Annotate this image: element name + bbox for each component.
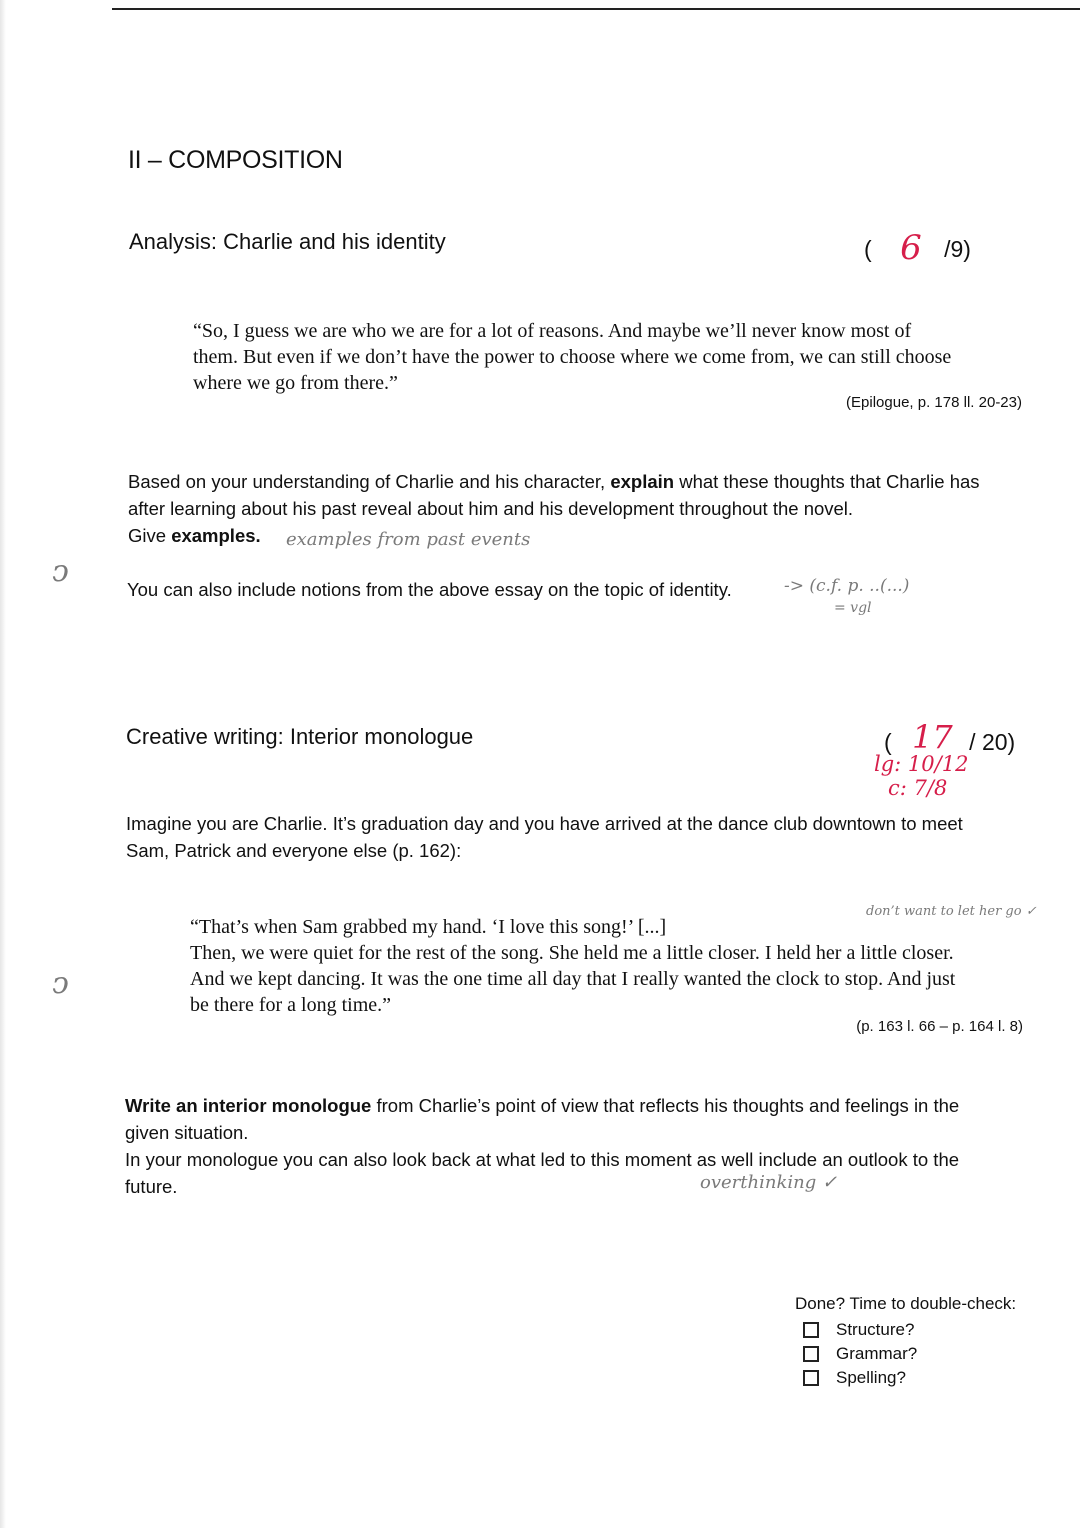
creative-quote xyxy=(190,914,1040,1018)
analysis-prompt-line-2: after learning about his past reveal about him and his development throughout the novel. xyxy=(128,498,854,519)
double-check-list xyxy=(795,1294,1016,1390)
analysis-quote-line: “So, I guess we are who we are for a lot of reasons. And maybe we’ll never know most of xyxy=(193,320,912,342)
checklist-title: Done? Time to double-check: xyxy=(795,1294,1017,1313)
analysis-score xyxy=(864,226,971,266)
analysis-quote xyxy=(193,318,1033,396)
checklist-item-label: Grammar? xyxy=(836,1344,918,1363)
section-title: II – COMPOSITION xyxy=(128,146,343,174)
analysis-title: Analysis: Charlie and his identity xyxy=(129,229,446,254)
creative-score-max: / 20) xyxy=(969,729,1016,755)
give-examples-line: Give examples. xyxy=(128,525,261,546)
explain-keyword: explain xyxy=(610,471,675,492)
page-edge-shadow xyxy=(0,0,6,1528)
creative-intro-line-2: Sam, Patrick and everyone else (p. 162): xyxy=(126,840,462,861)
analysis-prompt-line-1: Based on your understanding of Charlie and his character, explain what these thoughts that Charlie has xyxy=(128,471,980,492)
analysis-quote-line: where we go from there.” xyxy=(193,372,398,394)
analysis-score-awarded: 6 xyxy=(900,228,922,268)
analysis-quote-line: them. But even if we don’t have the power to choose where we come from, we can still choose xyxy=(193,346,952,368)
creative-quote-line: Then, we were quiet for the rest of the song. She held me a little closer. I held her a little closer. xyxy=(190,942,954,964)
annotation-examples: examples from past events xyxy=(286,529,531,550)
checklist-item-grammar[interactable] xyxy=(803,1342,1016,1366)
margin-mark: ↄ xyxy=(52,554,69,589)
creative-score-awarded: 17 xyxy=(912,718,953,756)
creative-title: Creative writing: Interior monologue xyxy=(126,724,474,749)
checklist-item-spelling[interactable] xyxy=(803,1366,1016,1390)
creative-intro-line-1: Imagine you are Charlie. It’s graduation day and you have arrived at the dance club downtown to meet xyxy=(126,813,963,834)
annotation-overthinking: overthinking ✓ xyxy=(700,1172,838,1193)
creative-quote-line: be there for a long time.” xyxy=(190,994,392,1016)
creative-intro xyxy=(126,810,1056,864)
sub-score-content: c: 7/8 xyxy=(888,776,948,800)
analysis-include-text: You can also include notions from the above essay on the topic of identity. xyxy=(127,579,732,600)
creative-task-line-3: In your monologue you can also look back at what led to this moment as well include an outlook to the xyxy=(125,1149,960,1170)
examples-keyword: examples. xyxy=(171,525,261,546)
margin-mark: ↄ xyxy=(52,966,69,1001)
creative-sub-scores xyxy=(874,752,968,800)
creative-task-line-2: given situation. xyxy=(125,1122,249,1143)
creative-quote-line: “That’s when Sam grabbed my hand. ‘I love this song!’ [...] xyxy=(190,916,667,938)
analysis-citation: (Epilogue, p. 178 ll. 20-23) xyxy=(846,394,1022,411)
analysis-score-open: ( xyxy=(864,236,872,262)
checkbox[interactable] xyxy=(803,1322,819,1338)
creative-task-line-1: Write an interior monologue from Charlie’s point of view that reflects his thoughts and feelings in the xyxy=(125,1095,960,1116)
annotation-let-go: don’t want to let her go ✓ xyxy=(866,904,1037,919)
interior-monologue-keyword: Write an interior monologue xyxy=(125,1095,372,1116)
analysis-prompt xyxy=(128,468,1048,549)
creative-citation: (p. 163 l. 66 – p. 164 l. 8) xyxy=(856,1018,1023,1035)
checklist-item-label: Structure? xyxy=(836,1320,915,1339)
checklist-item-structure[interactable] xyxy=(803,1318,1016,1342)
creative-task-line-4: future. xyxy=(125,1176,178,1197)
checkbox[interactable] xyxy=(803,1370,819,1386)
checklist-item-label: Spelling? xyxy=(836,1368,906,1387)
checkbox[interactable] xyxy=(803,1346,819,1362)
annotation-vgl: = vgl xyxy=(834,600,872,616)
creative-quote-line: And we kept dancing. It was the one time all day that I really wanted the clock to stop. And just xyxy=(190,968,956,990)
annotation-cfp: -> (c.f. p. ..(...) xyxy=(784,576,910,596)
top-rule xyxy=(112,8,1080,10)
sub-score-language: lg: 10/12 xyxy=(874,752,969,776)
creative-score-open: ( xyxy=(884,729,892,755)
analysis-score-max: /9) xyxy=(944,236,971,262)
creative-task xyxy=(125,1092,1060,1200)
